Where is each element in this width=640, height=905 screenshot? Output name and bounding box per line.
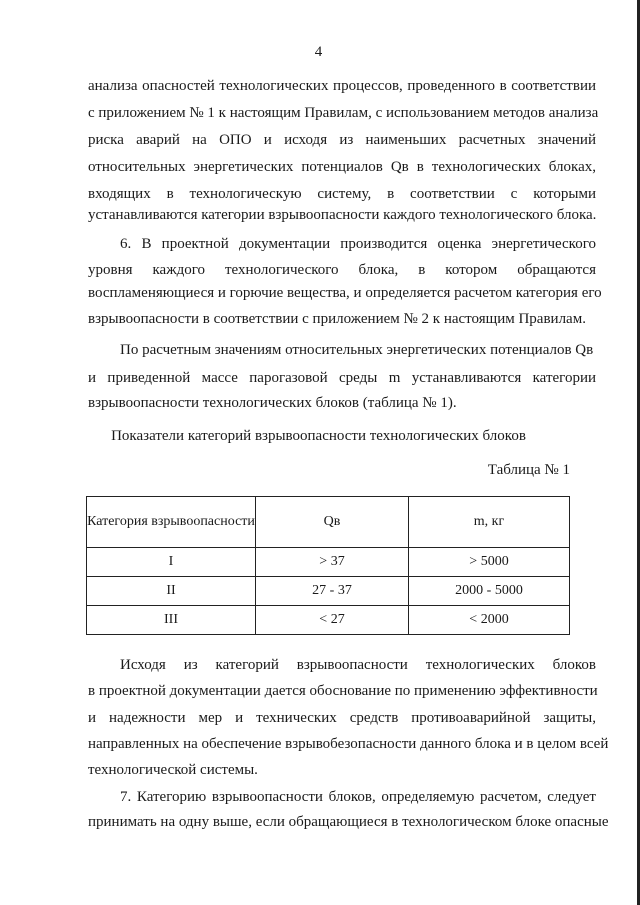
para5-line: 7. Категорию взрывоопасности блоков, определяемую расчетом, следует — [120, 789, 596, 805]
para2-line: 6. В проектной документации производится оценка энергетического — [120, 236, 596, 252]
table-number: Таблица № 1 — [487, 462, 570, 478]
table-row — [87, 577, 570, 606]
cell-mass: < 2000 — [409, 606, 570, 635]
para1-line: риска аварий на ОПО и исходя из наименьших расчетных значений — [88, 132, 596, 148]
para4-line: в проектной документации дается обоснование по применению эффективности — [88, 683, 598, 699]
table-row — [87, 606, 570, 635]
para3-line: По расчетным значениям относительных энергетических потенциалов Qв — [120, 342, 594, 358]
para1-line: анализа опасностей технологических процессов, проведенного в соответствии — [88, 78, 596, 94]
para5-line: принимать на одну выше, если обращающиеся в технологическом блоке опасные — [88, 814, 609, 830]
para4-line: технологической системы. — [88, 762, 258, 778]
cell-category: II — [87, 577, 256, 606]
para2-line: воспламеняющиеся и горючие вещества, и определяется расчетом категория его — [88, 285, 602, 301]
para1-line: относительных энергетических потенциалов Qв в технологических блоках, — [88, 159, 596, 175]
para3-line: и приведенной массе парогазовой среды m устанавливаются категории — [88, 370, 596, 386]
para3-line: взрывоопасности технологических блоков (таблица № 1). — [88, 395, 457, 411]
table-header-row — [87, 497, 570, 548]
header-mass: m, кг — [409, 497, 570, 548]
header-qv: Qв — [256, 497, 409, 548]
para4-line: Исходя из категорий взрывоопасности технологических блоков — [120, 657, 596, 673]
cell-mass: > 5000 — [409, 548, 570, 577]
para4-line: и надежности мер и технических средств противоаварийной защиты, — [88, 710, 596, 726]
cell-qv: < 27 — [256, 606, 409, 635]
cell-mass: 2000 - 5000 — [409, 577, 570, 606]
para4-line: направленных на обеспечение взрывобезопасности данного блока и в целом всей — [88, 736, 609, 752]
para2-line: уровня каждого технологического блока, в котором обращаются — [88, 262, 596, 278]
para1-line: с приложением № 1 к настоящим Правилам, с использованием методов анализа — [88, 105, 599, 121]
table-row — [87, 548, 570, 577]
cell-category: III — [87, 606, 256, 635]
para1-line: входящих в технологическую систему, в соответствии с которыми — [88, 186, 596, 202]
table-caption: Показатели категорий взрывоопасности технологических блоков — [111, 428, 526, 444]
explosion-category-table — [86, 496, 570, 635]
cell-qv: > 37 — [256, 548, 409, 577]
cell-category: I — [87, 548, 256, 577]
para2-line: взрывоопасности в соответствии с приложением № 2 к настоящим Правилам. — [88, 311, 586, 327]
cell-qv: 27 - 37 — [256, 577, 409, 606]
page-number: 4 — [314, 44, 323, 60]
para1-line: устанавливаются категории взрывоопасности каждого технологического блока. — [88, 207, 597, 223]
header-category: Категория взрывоопасности — [87, 497, 256, 548]
